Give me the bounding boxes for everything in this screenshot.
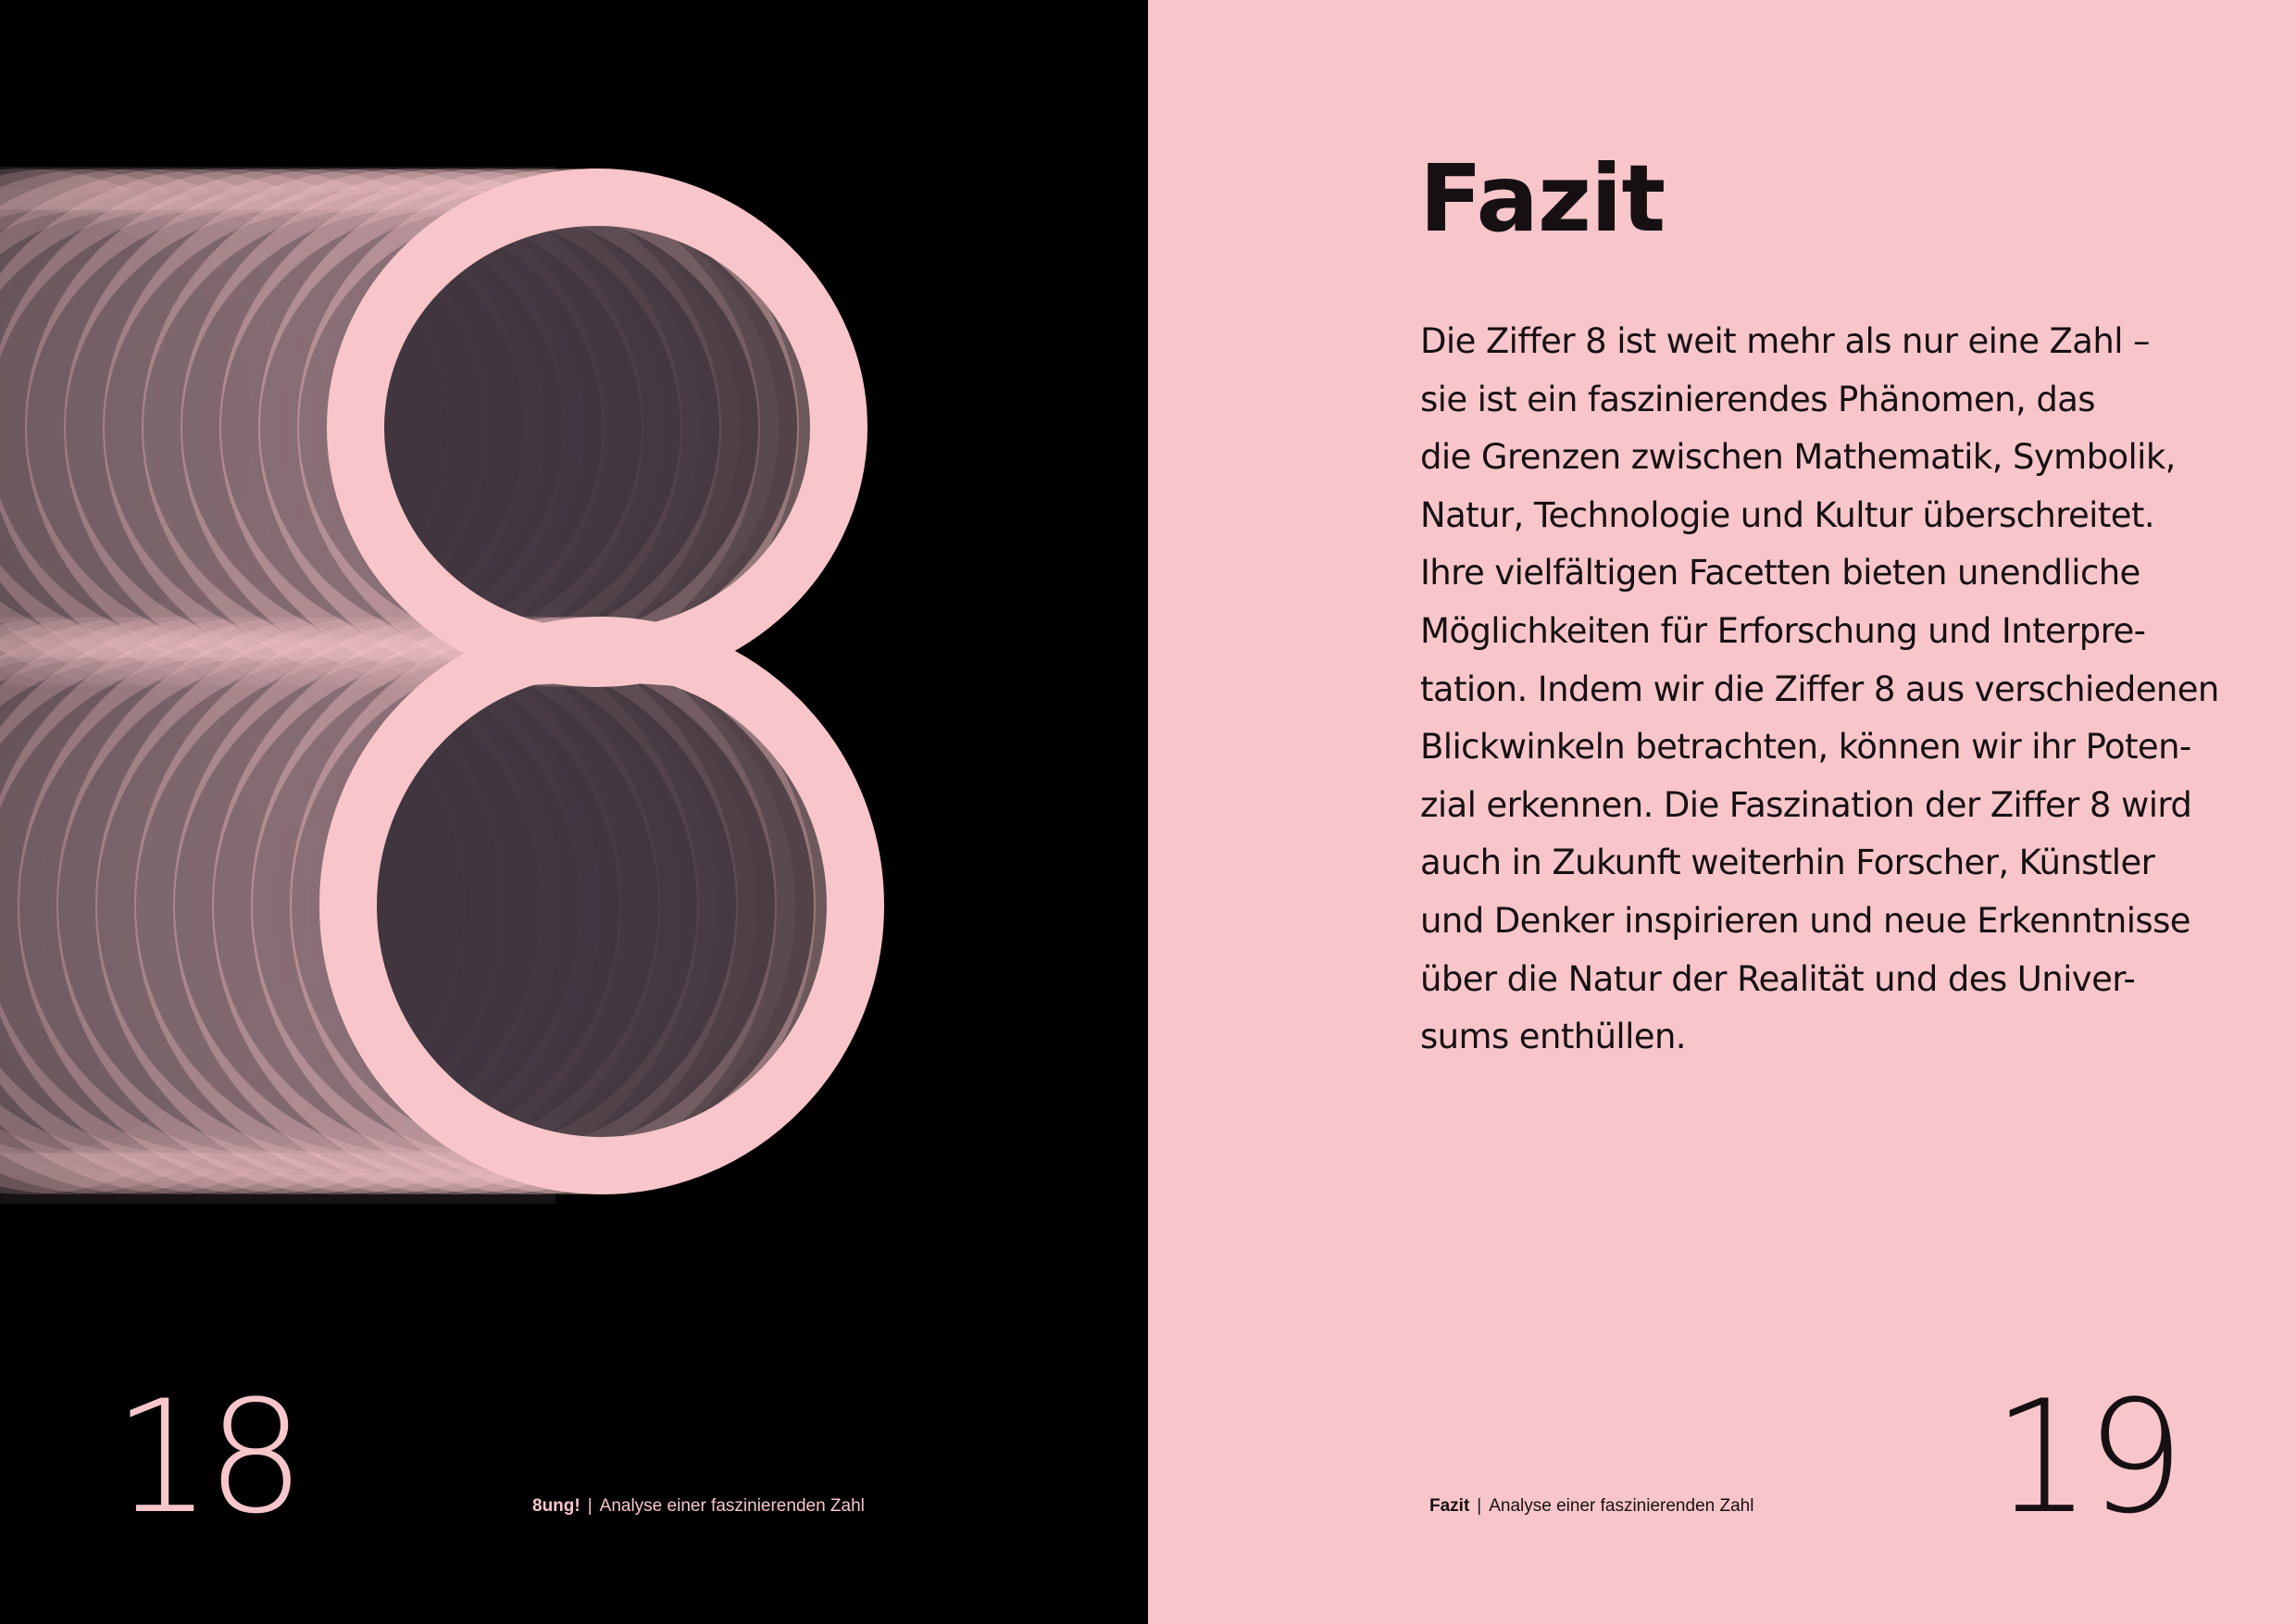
right-page xyxy=(1148,0,2296,1624)
body-line: Die Ziffer 8 ist weit mehr als nur eine Zahl – xyxy=(1420,321,2150,361)
body-line: sie ist ein faszinierendes Phänomen, das xyxy=(1420,379,2095,419)
body-line: Natur, Technologie und Kultur überschreitet. xyxy=(1420,494,2155,535)
body-line: Ihre vielfältigen Facetten bieten unendliche xyxy=(1420,553,2140,593)
footer-left xyxy=(532,1496,865,1517)
footer-section: Fazit xyxy=(1429,1496,1470,1516)
page-number-right: 19 xyxy=(1992,1367,2179,1548)
body-text xyxy=(1420,313,2219,1067)
body-line: tation. Indem wir die Ziffer 8 aus verschiedenen xyxy=(1420,668,2219,709)
body-line: die Grenzen zwischen Mathematik, Symbolik, xyxy=(1420,437,2176,478)
section-title: Fazit xyxy=(1419,144,1666,253)
footer-separator: | xyxy=(1477,1496,1482,1516)
body-line: Möglichkeiten für Erforschung und Interpre- xyxy=(1420,610,2146,651)
page-number-left: 18 xyxy=(113,1367,300,1548)
footer-right xyxy=(1429,1496,1753,1517)
body-line: und Denker inspirieren und neue Erkenntnisse xyxy=(1420,900,2190,941)
footer-subtitle: Analyse einer faszinierenden Zahl xyxy=(599,1496,865,1516)
body-line: sums enthüllen. xyxy=(1420,1017,1686,1057)
footer-brand: 8ung! xyxy=(532,1496,580,1516)
footer-separator: | xyxy=(587,1496,593,1516)
body-line: Blickwinkeln betrachten, können wir ihr Poten- xyxy=(1420,727,2191,768)
body-line: über die Natur der Realität und des Univer- xyxy=(1420,958,2136,999)
body-line: auch in Zukunft weiterhin Forscher, Künstler xyxy=(1420,843,2155,883)
body-line: zial erkennen. Die Faszination der Ziffer 8 wird xyxy=(1420,784,2192,825)
footer-subtitle: Analyse einer faszinierenden Zahl xyxy=(1489,1496,1754,1516)
